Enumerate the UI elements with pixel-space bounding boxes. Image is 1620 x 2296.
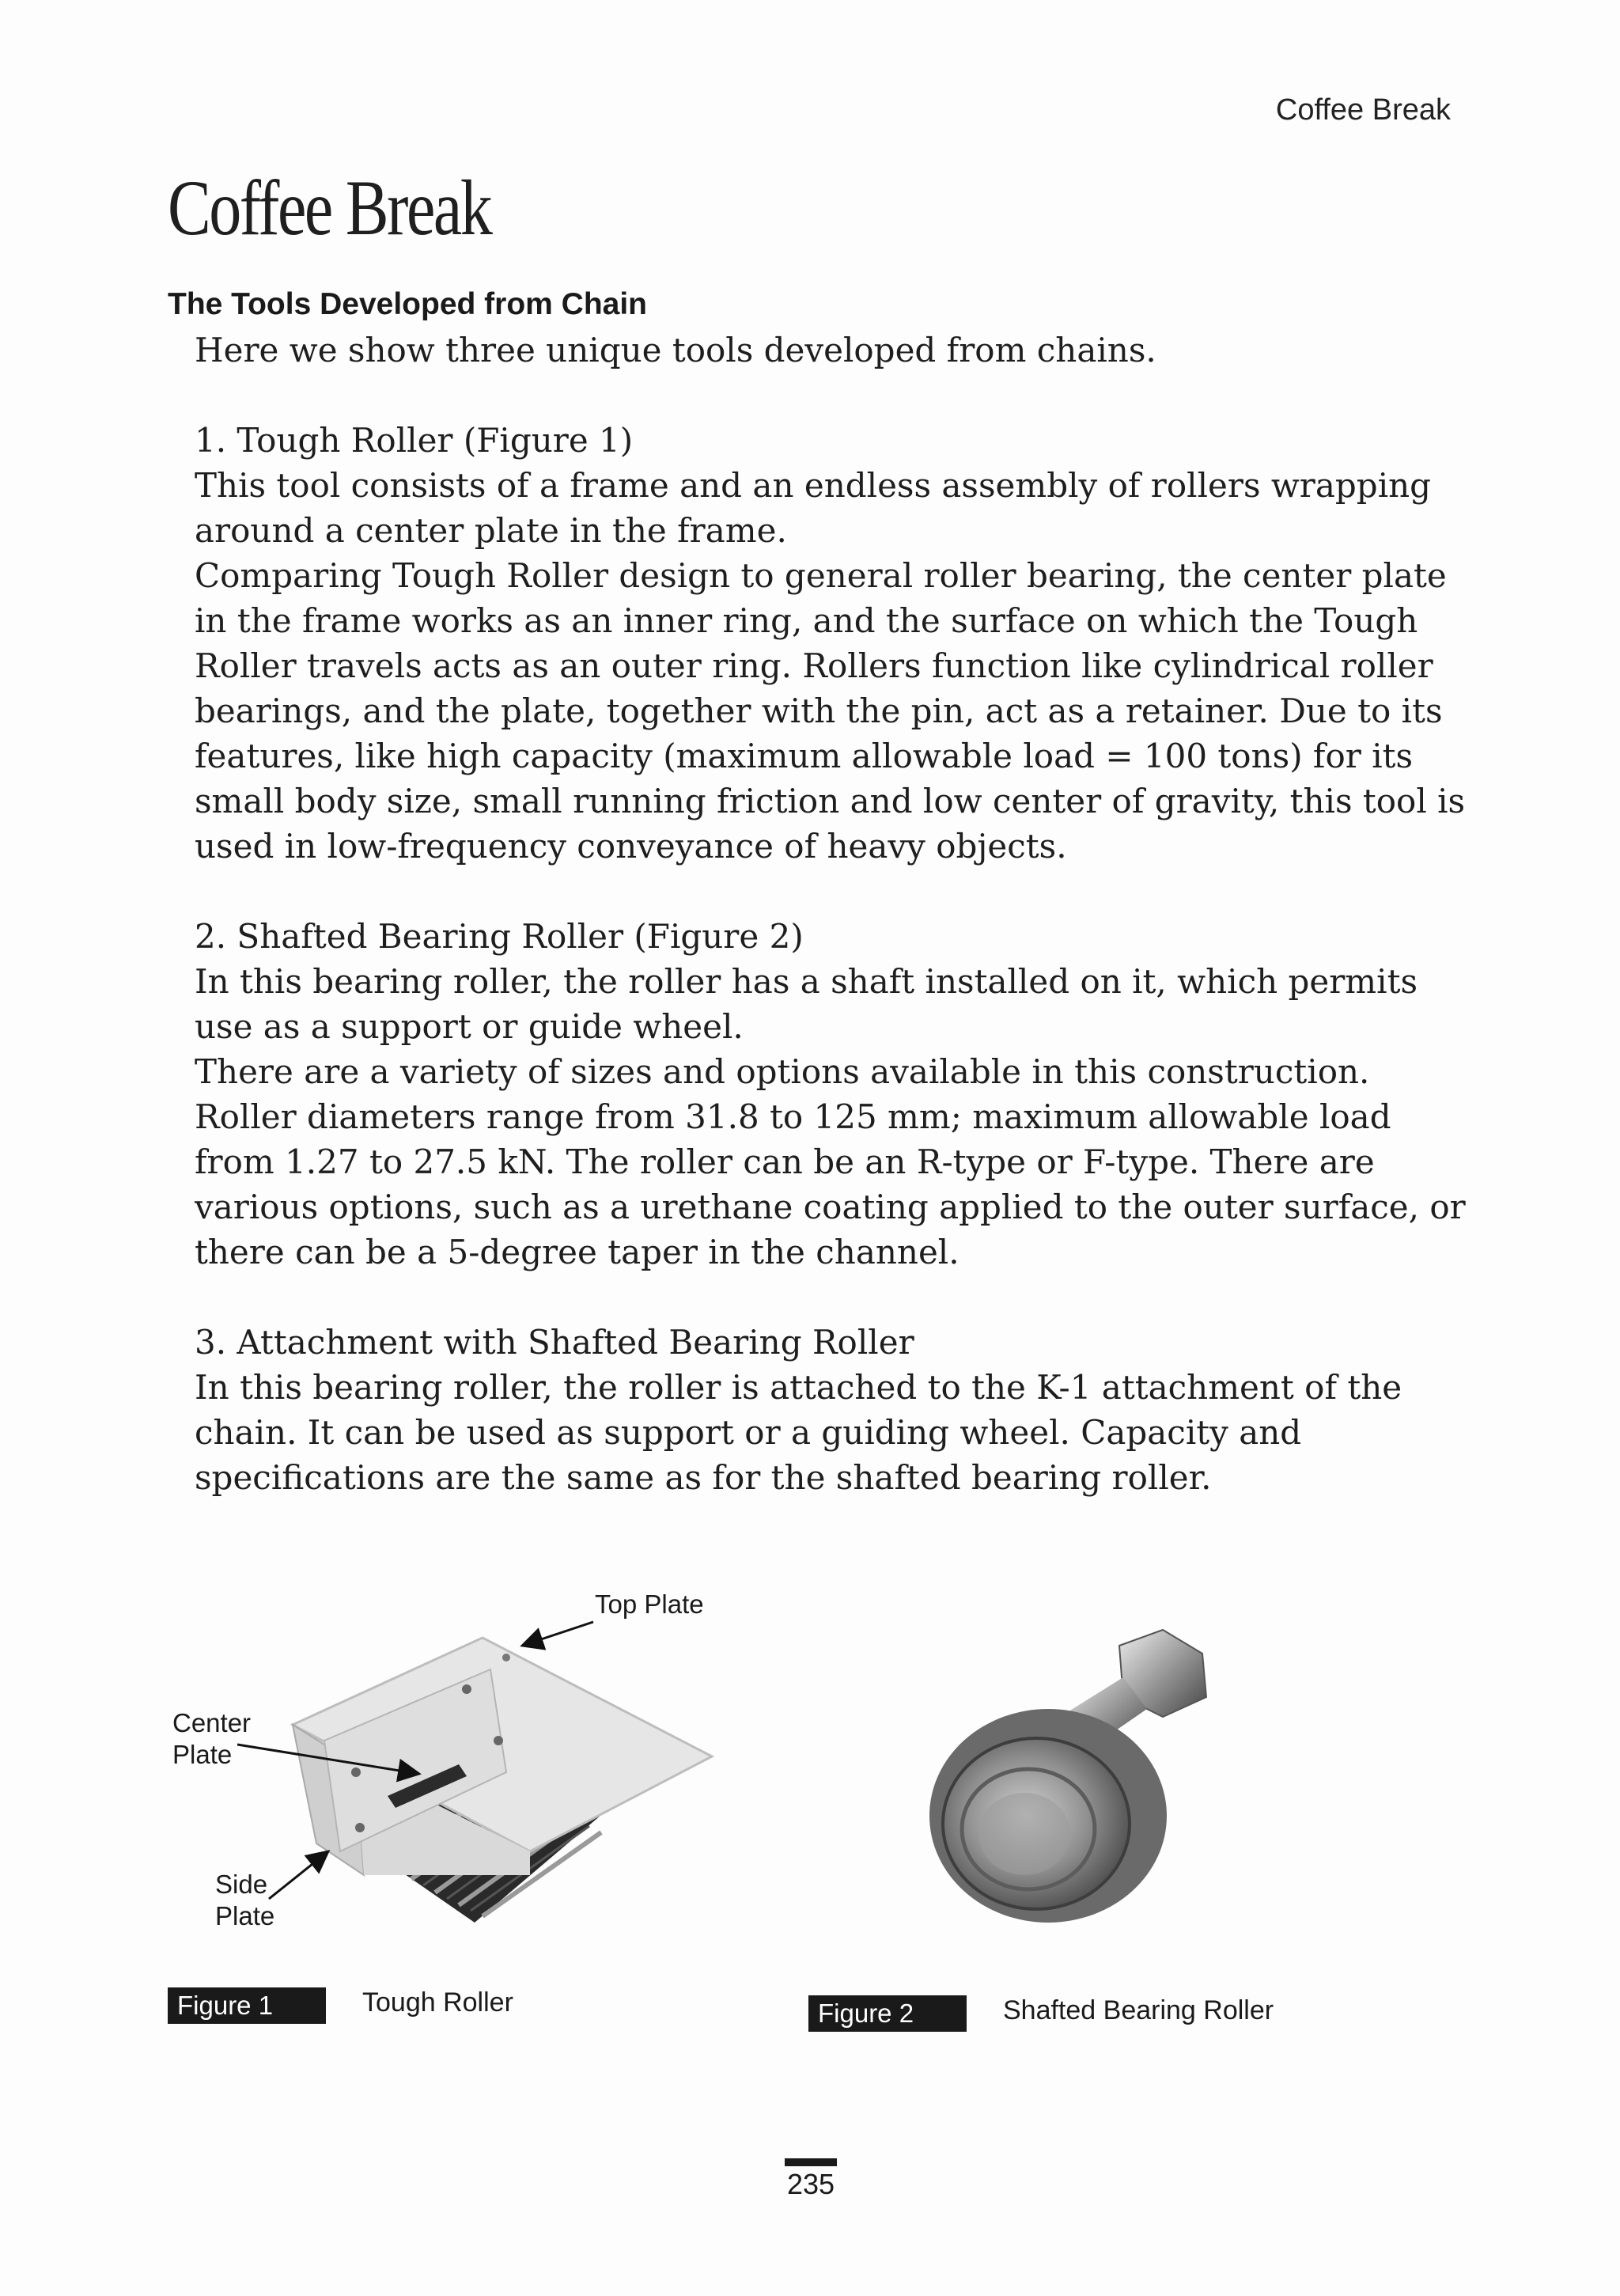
item-2-paragraph-1: In this bearing roller, the roller has a shaft installed on it, which permits use as a support or guide wheel. bbox=[195, 962, 1418, 1046]
running-header: Coffee Break bbox=[1275, 93, 1451, 127]
label-side-plate: Side Plate bbox=[215, 1870, 275, 1930]
item-1-title: 1. Tough Roller (Figure 1) bbox=[195, 421, 634, 460]
item-1-paragraph-2: Comparing Tough Roller design to general roller bearing, the center plate in the frame works as an inner ring, and the surface on which the Tough Roller travels acts as an outer ring. Rollers function like cylindrical roller bearings, and the plate, together with the pin, act as a retainer. Due to its features, like high capacity (maximum allowable load = 100 tons) for its small body size, small running friction and low center of gravity, this tool is used in low-frequency conveyance of heavy objects. bbox=[195, 556, 1466, 866]
item-2-paragraph-2: There are a variety of sizes and options available in this construction. Roller diameters range from 31.8 to 125 mm; maximum allowable load from 1.27 to 27.5 kN. The roller can be an R-type or F-type. There are various options, such as a urethane coating applied to the outer surface, or there can be a 5-degree taper in the channel. bbox=[195, 1052, 1466, 1271]
figure2-tag: Figure 2 bbox=[808, 1995, 967, 2032]
article-body bbox=[168, 328, 1473, 1500]
figure1-tag: Figure 1 bbox=[168, 1987, 326, 2024]
shafted-bearing-roller-illustration bbox=[910, 1622, 1242, 1923]
page-title: Coffee Break bbox=[168, 164, 491, 252]
page-number-bar bbox=[785, 2158, 837, 2166]
item-2-title: 2. Shafted Bearing Roller (Figure 2) bbox=[195, 917, 804, 956]
figure1-leader-lines bbox=[237, 1606, 601, 1907]
item-3-title: 3. Attachment with Shafted Bearing Roller bbox=[195, 1323, 914, 1362]
intro-paragraph: Here we show three unique tools developed from chains. bbox=[195, 331, 1156, 369]
item-3-paragraph-1: In this bearing roller, the roller is attached to the K-1 attachment of the chain. It can be used as support or a guiding wheel. Capacity and specifications are the same as for the shafted bearing roller. bbox=[195, 1368, 1402, 1497]
figure1-caption: Tough Roller bbox=[362, 1987, 513, 2018]
figure2-caption: Shafted Bearing Roller bbox=[1003, 1995, 1274, 2025]
page-number: 235 bbox=[786, 2168, 835, 2200]
label-top-plate: Top Plate bbox=[595, 1589, 704, 1619]
section-heading: The Tools Developed from Chain bbox=[168, 287, 648, 321]
item-1-paragraph-1: This tool consists of a frame and an endless assembly of rollers wrapping around a center plate in the frame. bbox=[195, 466, 1432, 550]
label-center-plate: Center Plate bbox=[172, 1708, 252, 1769]
